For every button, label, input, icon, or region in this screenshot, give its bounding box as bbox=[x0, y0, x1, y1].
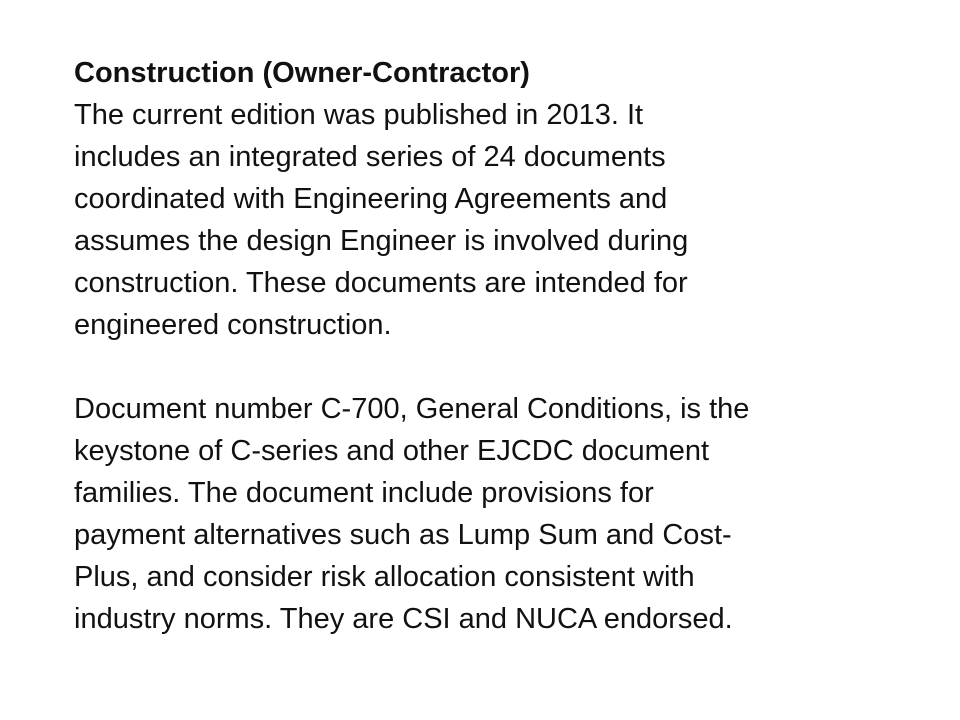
paragraph-line: families. The document include provisions for bbox=[74, 477, 654, 509]
paragraph-line: The current edition was published in 2013. It bbox=[74, 99, 644, 131]
paragraph-spacer bbox=[74, 346, 894, 388]
slide-body bbox=[74, 52, 894, 640]
paragraph-line: keystone of C-series and other EJCDC document bbox=[74, 435, 710, 467]
paragraph-edition bbox=[74, 94, 894, 346]
paragraph-line: includes an integrated series of 24 documents bbox=[74, 141, 666, 173]
paragraph-line: Document number C-700, General Conditions, is the bbox=[74, 393, 750, 425]
paragraph-line: coordinated with Engineering Agreements and bbox=[74, 183, 668, 215]
paragraph-line: engineered construction. bbox=[74, 309, 392, 341]
paragraph-c700 bbox=[74, 388, 894, 640]
slide-heading: Construction (Owner-Contractor) bbox=[74, 57, 530, 89]
paragraph-line: assumes the design Engineer is involved during bbox=[74, 225, 689, 257]
paragraph-line: payment alternatives such as Lump Sum and Cost- bbox=[74, 519, 732, 551]
paragraph-line: Plus, and consider risk allocation consistent with bbox=[74, 561, 695, 593]
paragraph-line: construction. These documents are intended for bbox=[74, 267, 688, 299]
paragraph-line: industry norms. They are CSI and NUCA endorsed. bbox=[74, 603, 733, 635]
